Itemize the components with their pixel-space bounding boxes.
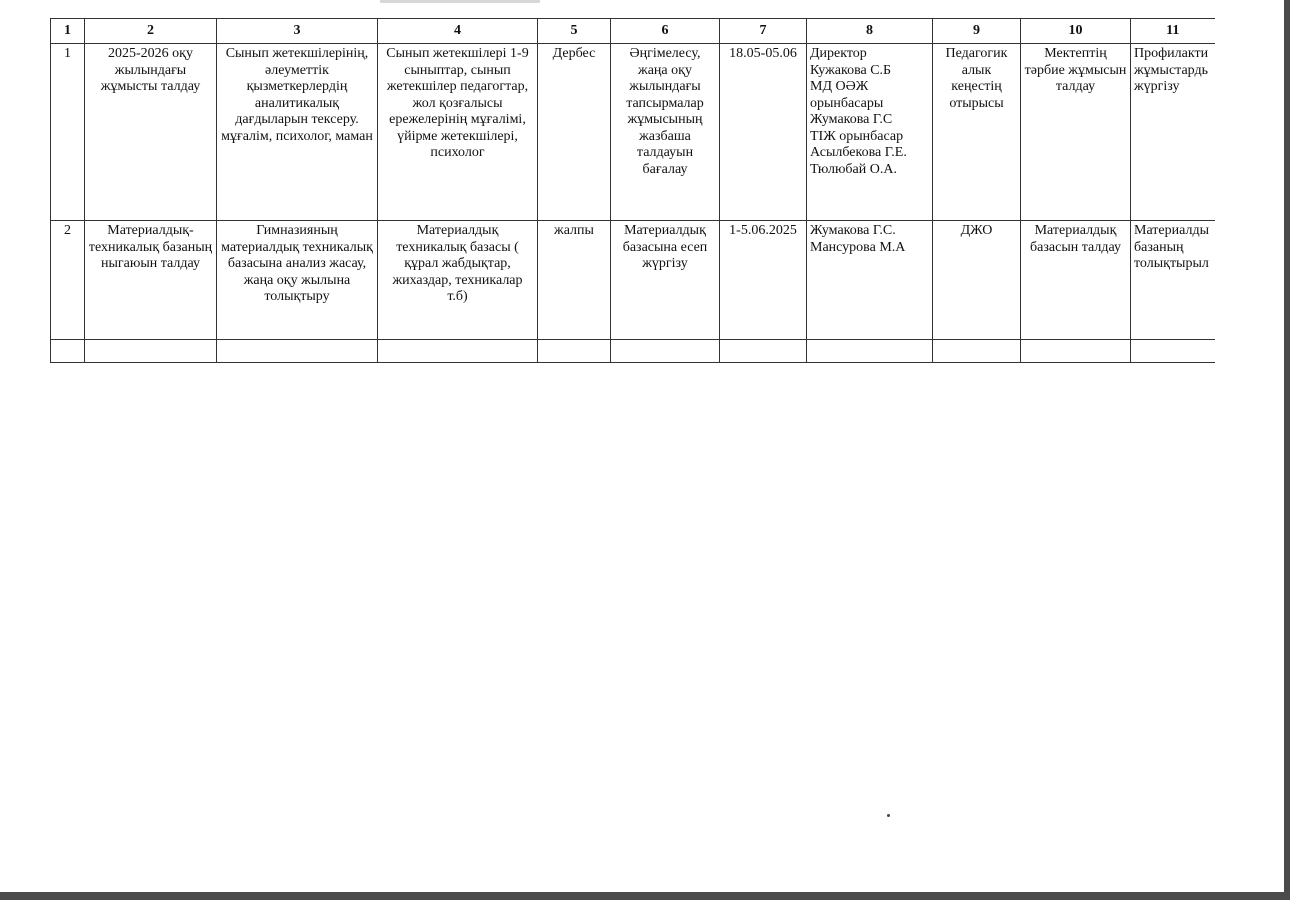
header-cell-5: 5 — [538, 19, 611, 44]
cell-task: Материалдық-техникалық базаның ныгаюын талдау — [85, 221, 217, 340]
cell-type: Дербес — [538, 44, 611, 221]
header-cell-9: 9 — [933, 19, 1021, 44]
header-row — [51, 19, 1215, 44]
empty-cell — [378, 340, 538, 363]
empty-cell — [51, 340, 85, 363]
decision-line: Профилакти — [1134, 46, 1209, 61]
cell-responsible — [807, 221, 933, 340]
empty-cell — [720, 340, 807, 363]
empty-cell — [538, 340, 611, 363]
cell-dates: 18.05-05.06 — [720, 44, 807, 221]
empty-cell — [217, 340, 378, 363]
empty-cell — [1021, 340, 1131, 363]
responsible-line: МД ОӘЖ — [810, 79, 869, 94]
header-cell-11: 11 — [1131, 19, 1215, 44]
cell-dates: 1-5.06.2025 — [720, 221, 807, 340]
cell-content: Гимназияның материалдық техникалық базасына анализ жасау, жаңа оқу жылына толықтыру — [217, 221, 378, 340]
cell-type: жалпы — [538, 221, 611, 340]
cell-result: Материалдық базасын талдау — [1021, 221, 1131, 340]
responsible-line: орынбасары — [810, 95, 884, 111]
cell-review-place: Педагогик алык кеңестің отырысы — [933, 44, 1021, 221]
responsible-line: Жумакова Г.С. — [810, 223, 896, 238]
empty-cell — [611, 340, 720, 363]
empty-cell — [85, 340, 217, 363]
decision-line: толықтырыл — [1134, 256, 1209, 271]
scan-speck — [887, 814, 890, 817]
empty-cell — [1131, 340, 1215, 363]
cell-object: Сынып жетекшілері 1-9 сыныптар, сынып жетекшілер педагогтар, жол қозғалысы ережелерінің мұғалімі, үйірме жетекшілері, психолог — [378, 44, 538, 221]
cell-result: Мектептің тәрбие жұмысын талдау — [1021, 44, 1131, 221]
decision-line: базаның — [1134, 239, 1184, 255]
cell-object: Материалдық техникалық базасы ( құрал жабдықтар, жихаздар, техникалар т.б) — [378, 221, 538, 340]
header-cell-8: 8 — [807, 19, 933, 44]
cell-method: Әңгімелесу, жаңа оқу жылындағы тапсырмалар жұмысының жазбаша талдауын бағалау — [611, 44, 720, 221]
header-cell-6: 6 — [611, 19, 720, 44]
row-number: 1 — [51, 44, 85, 221]
cell-responsible — [807, 44, 933, 221]
empty-cell — [933, 340, 1021, 363]
empty-cell — [807, 340, 933, 363]
decision-line: Материалды — [1134, 223, 1209, 238]
responsible-line: Директор — [810, 46, 867, 61]
header-cell-7: 7 — [720, 19, 807, 44]
table-row — [51, 221, 1215, 340]
responsible-line: Мансурова М.А — [810, 239, 906, 255]
header-cell-1: 1 — [51, 19, 85, 44]
cell-review-place: ДЖО — [933, 221, 1021, 340]
table-row — [51, 44, 1215, 221]
responsible-line: Жумакова Г.С — [810, 112, 893, 127]
header-cell-3: 3 — [217, 19, 378, 44]
cell-method: Материалдық базасына есеп жүргізу — [611, 221, 720, 340]
header-cell-10: 10 — [1021, 19, 1131, 44]
responsible-line: ТІЖ орынбасар — [810, 128, 904, 144]
cell-decision — [1131, 44, 1215, 221]
cell-task: 2025-2026 оқу жылындағы жұмысты талдау — [85, 44, 217, 221]
empty-row — [51, 340, 1215, 363]
cell-decision — [1131, 221, 1215, 340]
responsible-line: Тюлюбай О.А. — [810, 161, 897, 177]
cell-content: Сынып жетекшілерінің, әлеуметтік қызметкерлердің аналитикалық дағдыларын тексеру. мұғалім, психолог, маман — [217, 44, 378, 221]
scan-mark — [380, 0, 540, 3]
row-number: 2 — [51, 221, 85, 340]
header-cell-2: 2 — [85, 19, 217, 44]
decision-line: жұмыстардь — [1134, 62, 1208, 78]
decision-line: жүргізу — [1134, 79, 1180, 94]
responsible-line: Кужакова С.Б — [810, 62, 892, 78]
header-cell-4: 4 — [378, 19, 538, 44]
responsible-line: Асылбекова Г.Е. — [810, 145, 907, 160]
plan-table — [50, 18, 1215, 363]
